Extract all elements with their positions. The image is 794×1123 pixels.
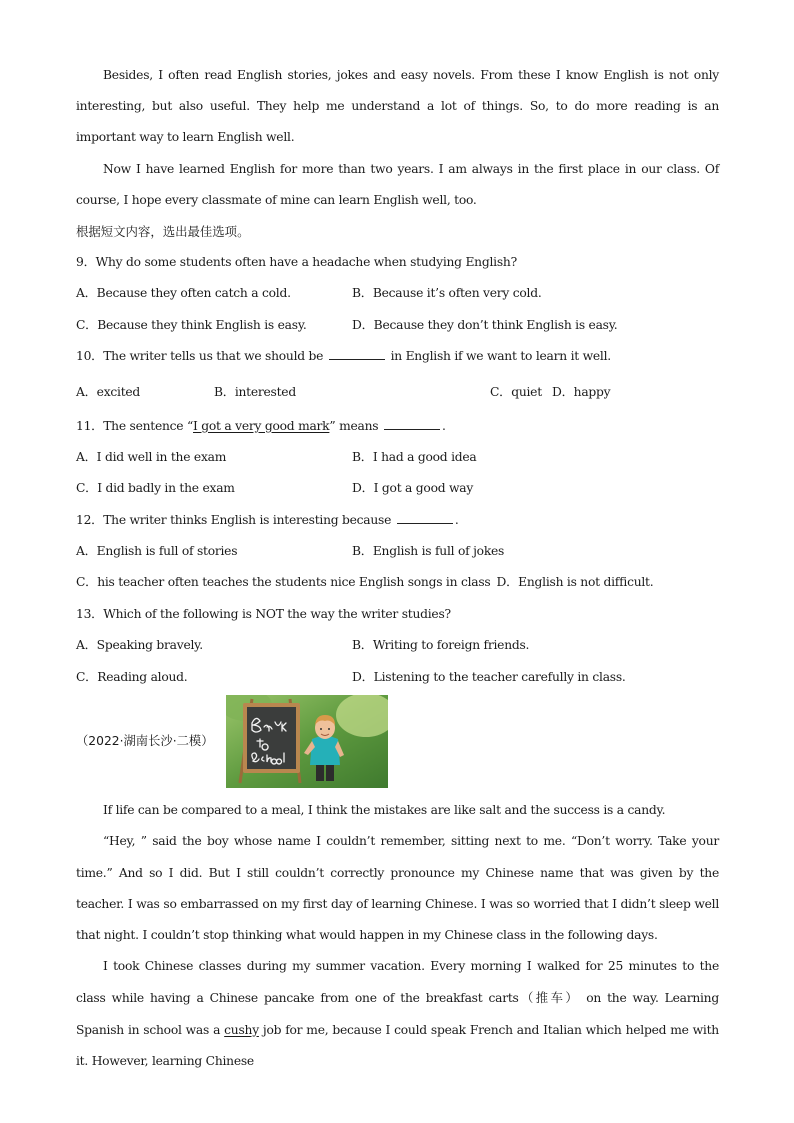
question-10-option-c[interactable]: C．quiet	[490, 384, 542, 399]
story-paragraph-3-start: I took Chinese classes during my summer vacation. Every morning I walked for 25 minutes to the class while having a Chinese pancake from one of the breakfast carts	[76, 959, 719, 1006]
question-12-options-row-2	[76, 567, 719, 599]
question-10-stem-end: in English if we want to learn it well.	[390, 349, 611, 364]
question-13-stem: 13．Which of the following is NOT the way the writer studies?	[76, 606, 451, 621]
question-13-options-row-2	[76, 662, 719, 694]
question-10-stem-start: 10．The writer tells us that we should be	[76, 349, 324, 364]
question-13-option-c[interactable]: C．Reading aloud.	[76, 669, 188, 684]
question-10-option-d[interactable]: D．happy	[552, 384, 611, 399]
question-11-options-row-2	[76, 473, 719, 505]
question-11-option-b[interactable]: B．I had a good idea	[352, 449, 477, 464]
instruction: 根据短文内容，选出最佳选项。	[76, 224, 250, 240]
passage-source-row	[76, 695, 719, 789]
question-12-option-d[interactable]: D．English is not difficult.	[496, 575, 654, 590]
question-11-option-c[interactable]: C．I did badly in the exam	[76, 481, 235, 496]
question-10-stem	[76, 341, 719, 372]
question-13-option-a[interactable]: A．Speaking bravely.	[76, 638, 203, 653]
story-passage	[76, 795, 719, 1077]
question-9-option-a[interactable]: A．Because they often catch a cold.	[76, 286, 291, 301]
answer-blank[interactable]	[397, 511, 453, 524]
question-11-option-a[interactable]: A．I did well in the exam	[76, 449, 227, 464]
question-9-option-b[interactable]: B．Because it’s often very cold.	[352, 286, 542, 301]
question-10-option-b[interactable]: B．interested	[214, 384, 296, 399]
question-10-option-a[interactable]: A．excited	[76, 384, 141, 399]
question-9-option-c[interactable]: C．Because they think English is easy.	[76, 317, 307, 332]
story-paragraph-3	[76, 951, 719, 1077]
story-paragraph-3-end: job for me, because I could speak French and Italian which helped me with it. However, learning Chinese	[76, 1022, 719, 1068]
question-13-option-b[interactable]: B．Writing to foreign friends.	[352, 638, 530, 653]
question-10-options	[76, 373, 719, 411]
question-12-option-c[interactable]: C．his teacher often teaches the students nice English songs in class	[76, 575, 491, 590]
question-12-stem-end: .	[454, 512, 459, 527]
passage-source: （2022·湖南长沙·二模）	[76, 734, 214, 749]
story-paragraph-1: If life can be compared to a meal, I think the mistakes are like salt and the success is a candy.	[103, 803, 666, 818]
back-to-school-photo	[226, 695, 388, 788]
question-12-options-row-1	[76, 536, 719, 568]
answer-blank[interactable]	[329, 347, 385, 360]
question-13-option-d[interactable]: D．Listening to the teacher carefully in class.	[352, 669, 626, 684]
question-9-options-row-1	[76, 278, 719, 310]
question-12-option-b[interactable]: B．English is full of jokes	[352, 543, 505, 558]
gloss-carts: （推车）	[518, 990, 581, 1006]
question-11-stem-middle: ” means	[329, 418, 379, 433]
passage-paragraph-2: Now I have learned English for more than two years. I am always in the first place in our class. Of course, I hope every classmate of mine can learn English well, too.	[76, 161, 719, 207]
question-11-stem	[76, 411, 719, 442]
passage-paragraph-1: Besides, I often read English stories, jokes and easy novels. From these I know English is not only interesting, but also useful. They help me understand a lot of things. So, to do more reading is an important way to learn English well.	[76, 68, 719, 145]
worksheet-page	[76, 60, 719, 1077]
story-paragraph-2: “Hey, ” said the boy whose name I couldn’t remember, sitting next to me. “Don’t worry. Take your time.” And so I did. But I still couldn’t correctly pronounce my Chinese name that was given by the teacher. I was so embarrassed on my first day of learning Chinese. I was so worried that I didn’t sleep well that night. I couldn’t stop thinking what would happen in my Chinese class in the following days.	[76, 834, 719, 942]
question-9-option-d[interactable]: D．Because they don’t think English is easy.	[352, 317, 618, 332]
question-12-stem	[76, 505, 719, 536]
question-9-stem: 9．Why do some students often have a headache when studying English?	[76, 255, 517, 270]
question-11-options-row-1	[76, 442, 719, 474]
quoted-sentence: I got a very good mark	[193, 418, 330, 433]
question-12-option-a[interactable]: A．English is full of stories	[76, 543, 238, 558]
underlined-word-cushy: cushy	[224, 1022, 259, 1037]
question-11-option-d[interactable]: D．I got a good way	[352, 481, 474, 496]
question-12-stem-start: 12．The writer thinks English is interesting because	[76, 512, 392, 527]
answer-blank[interactable]	[384, 417, 440, 430]
question-9-options-row-2	[76, 310, 719, 342]
story-paragraph-3-middle: on the way. Learning Spanish in school was a	[76, 991, 719, 1037]
question-11-stem-start: 11．The sentence “	[76, 418, 194, 433]
question-11-stem-end: .	[442, 418, 446, 433]
question-13-options-row-1	[76, 630, 719, 662]
